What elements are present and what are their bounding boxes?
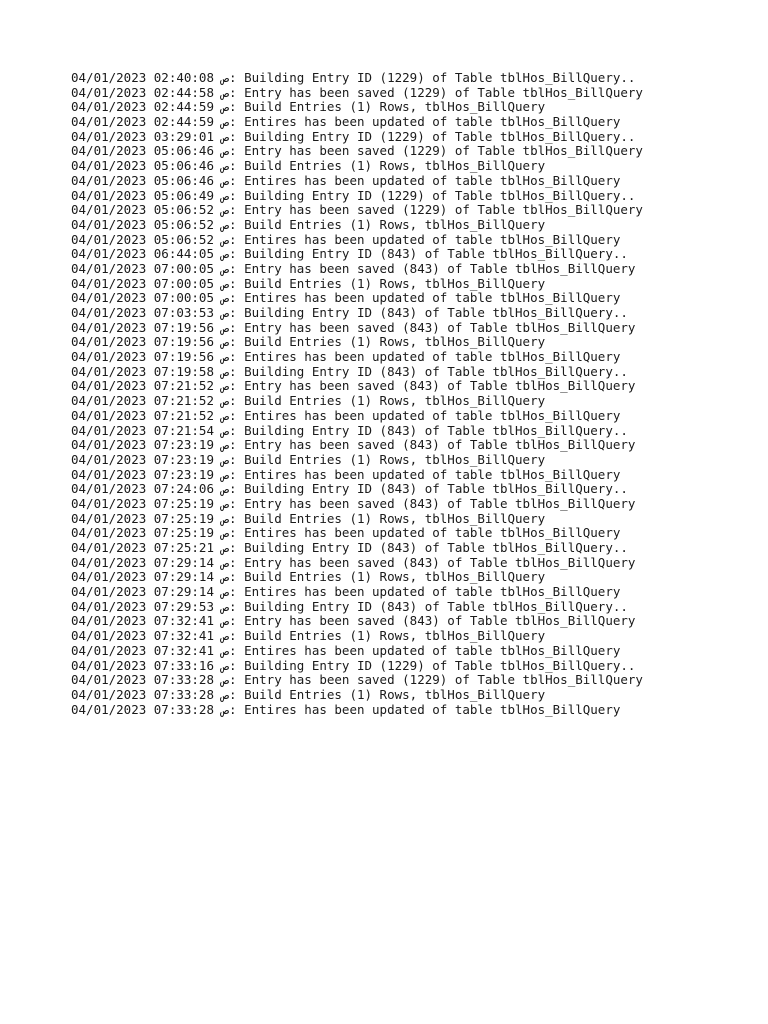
- log-line: 04/01/2023 07:32:41 ص: Entry has been saved (843) of Table tblHos_BillQuery: [71, 614, 636, 629]
- log-line: 04/01/2023 07:19:56 ص: Build Entries (1) Rows, tblHos_BillQuery: [71, 335, 546, 350]
- log-line: 04/01/2023 07:21:52 ص: Build Entries (1) Rows, tblHos_BillQuery: [71, 394, 546, 409]
- log-line: 04/01/2023 07:33:16 ص: Building Entry ID (1229) of Table tblHos_BillQuery..: [71, 658, 636, 673]
- log-line: 04/01/2023 07:00:05 ص: Build Entries (1) Rows, tblHos_BillQuery: [71, 276, 546, 291]
- log-line: 04/01/2023 07:32:41 ص: Entires has been updated of table tblHos_BillQuery: [71, 643, 621, 658]
- log-line: 04/01/2023 07:32:41 ص: Build Entries (1) Rows, tblHos_BillQuery: [71, 629, 546, 644]
- log-line: 04/01/2023 02:44:59 ص: Build Entries (1) Rows, tblHos_BillQuery: [71, 100, 546, 115]
- log-line: 04/01/2023 07:29:53 ص: Building Entry ID (843) of Table tblHos_BillQuery..: [71, 599, 628, 614]
- log-line: 04/01/2023 07:00:05 ص: Entry has been saved (843) of Table tblHos_BillQuery: [71, 261, 636, 276]
- log-text-block: [71, 71, 751, 717]
- log-line: 04/01/2023 07:19:56 ص: Entires has been updated of table tblHos_BillQuery: [71, 350, 621, 365]
- log-line: 04/01/2023 07:29:14 ص: Entires has been updated of table tblHos_BillQuery: [71, 585, 621, 600]
- log-line: 04/01/2023 02:44:59 ص: Entires has been updated of table tblHos_BillQuery: [71, 115, 621, 130]
- log-line: 04/01/2023 07:24:06 ص: Building Entry ID (843) of Table tblHos_BillQuery..: [71, 482, 628, 497]
- log-line: 04/01/2023 07:29:14 ص: Build Entries (1) Rows, tblHos_BillQuery: [71, 570, 546, 585]
- log-line: 04/01/2023 07:21:54 ص: Building Entry ID (843) of Table tblHos_BillQuery..: [71, 423, 628, 438]
- log-line: 04/01/2023 06:44:05 ص: Building Entry ID (843) of Table tblHos_BillQuery..: [71, 247, 628, 262]
- log-line: 04/01/2023 07:33:28 ص: Entry has been saved (1229) of Table tblHos_BillQuery: [71, 673, 643, 688]
- log-line: 04/01/2023 07:19:56 ص: Entry has been saved (843) of Table tblHos_BillQuery: [71, 320, 636, 335]
- log-line: 04/01/2023 07:19:58 ص: Building Entry ID (843) of Table tblHos_BillQuery..: [71, 364, 628, 379]
- log-line: 04/01/2023 07:33:28 ص: Entires has been updated of table tblHos_BillQuery: [71, 702, 621, 717]
- log-line: 04/01/2023 07:03:53 ص: Building Entry ID (843) of Table tblHos_BillQuery..: [71, 306, 628, 320]
- log-line: 04/01/2023 05:06:46 ص: Entires has been updated of table tblHos_BillQuery: [71, 173, 621, 188]
- log-line: 04/01/2023 05:06:46 ص: Build Entries (1) Rows, tblHos_BillQuery: [71, 159, 546, 174]
- log-line: 04/01/2023 07:00:05 ص: Entires has been updated of table tblHos_BillQuery: [71, 291, 621, 306]
- log-line: 04/01/2023 05:06:52 ص: Entry has been saved (1229) of Table tblHos_BillQuery: [71, 203, 643, 218]
- log-line: 04/01/2023 07:25:19 ص: Entry has been saved (843) of Table tblHos_BillQuery: [71, 496, 636, 511]
- log-line: 04/01/2023 05:06:52 ص: Entires has been updated of table tblHos_BillQuery: [71, 232, 621, 247]
- log-line: 04/01/2023 02:44:58 ص: Entry has been saved (1229) of Table tblHos_BillQuery: [71, 85, 643, 100]
- log-line: 04/01/2023 05:06:49 ص: Building Entry ID (1229) of Table tblHos_BillQuery..: [71, 188, 636, 203]
- log-line: 04/01/2023 07:25:19 ص: Build Entries (1) Rows, tblHos_BillQuery: [71, 511, 546, 526]
- log-line: 04/01/2023 02:40:08 ص: Building Entry ID (1229) of Table tblHos_BillQuery..: [71, 71, 636, 85]
- log-line: 04/01/2023 05:06:52 ص: Build Entries (1) Rows, tblHos_BillQuery: [71, 217, 546, 232]
- log-line: 04/01/2023 07:33:28 ص: Build Entries (1) Rows, tblHos_BillQuery: [71, 687, 546, 702]
- log-line: 04/01/2023 07:29:14 ص: Entry has been saved (843) of Table tblHos_BillQuery: [71, 555, 636, 570]
- log-line: 04/01/2023 07:21:52 ص: Entry has been saved (843) of Table tblHos_BillQuery: [71, 379, 636, 394]
- log-line: 04/01/2023 07:23:19 ص: Build Entries (1) Rows, tblHos_BillQuery: [71, 452, 546, 467]
- log-line: 04/01/2023 05:06:46 ص: Entry has been saved (1229) of Table tblHos_BillQuery: [71, 144, 643, 159]
- log-line: 04/01/2023 07:21:52 ص: Entires has been updated of table tblHos_BillQuery: [71, 408, 621, 423]
- log-line: 04/01/2023 07:23:19 ص: Entires has been updated of table tblHos_BillQuery: [71, 467, 621, 482]
- log-line: 04/01/2023 07:25:19 ص: Entires has been updated of table tblHos_BillQuery: [71, 526, 621, 541]
- log-line: 04/01/2023 03:29:01 ص: Building Entry ID (1229) of Table tblHos_BillQuery..: [71, 129, 636, 144]
- log-line: 04/01/2023 07:23:19 ص: Entry has been saved (843) of Table tblHos_BillQuery: [71, 438, 636, 453]
- log-line: 04/01/2023 07:25:21 ص: Building Entry ID (843) of Table tblHos_BillQuery..: [71, 541, 628, 555]
